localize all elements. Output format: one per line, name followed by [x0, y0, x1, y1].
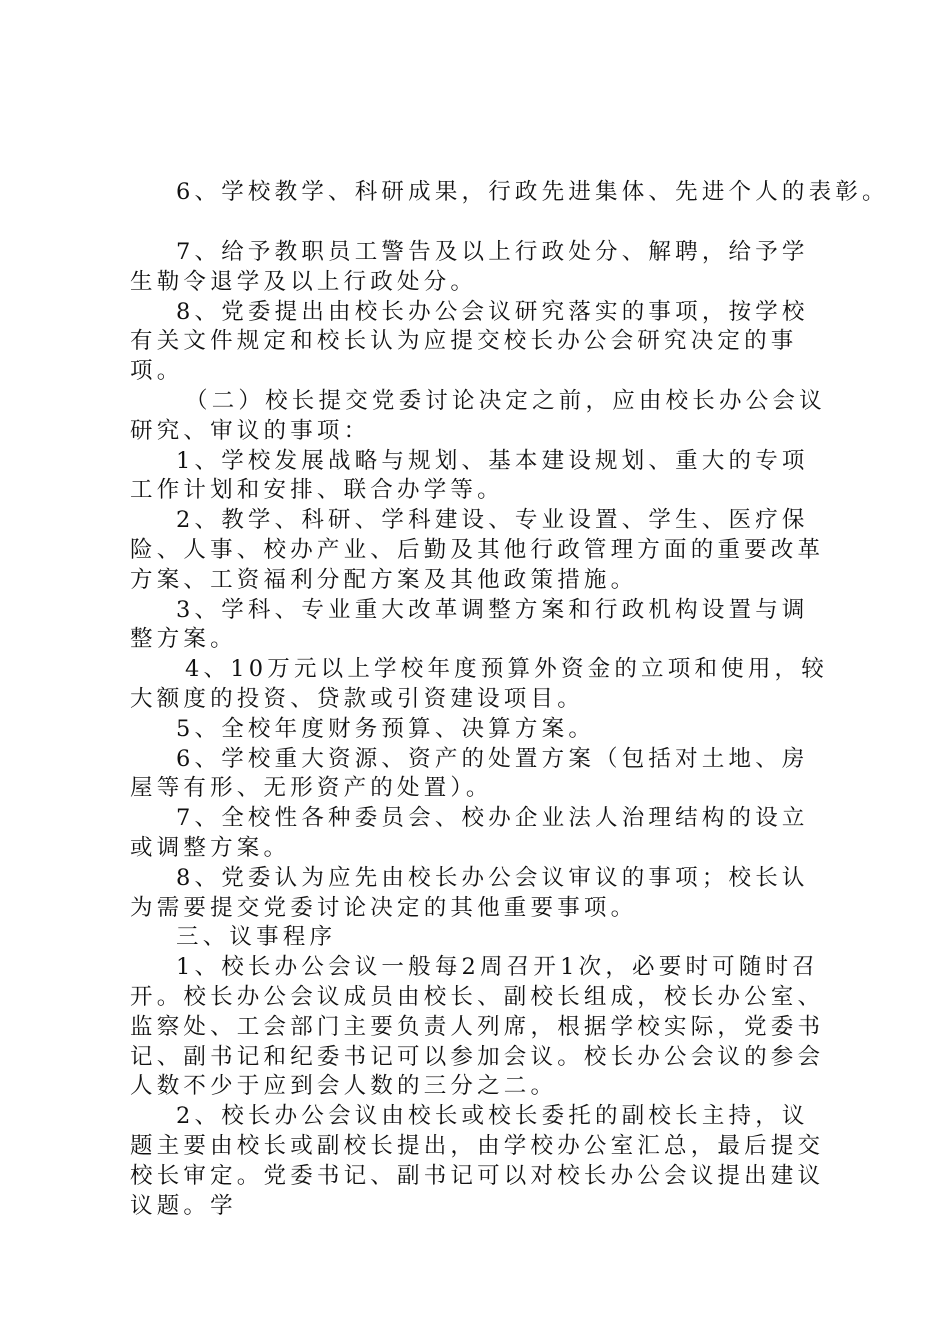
paragraph-other-matters: 8、党委认为应先由校长办公会议审议的事项；校长认为需要提交党委讨论决定的其他重要事项。: [130, 864, 809, 921]
paragraph-block-main: [130, 238, 830, 1221]
section-heading-procedure: 三、议事程序: [176, 924, 337, 951]
paragraph-meeting-chair: 2、校长办公会议由校长或校长委托的副校长主持，议题主要由校长或副校长提出，由学校办公室汇总，最后提交校长审定。党委书记、副书记可以对校长办公会议提出建议议题。学: [130, 1103, 825, 1219]
paragraph-funds: 4、10万元以上学校年度预算外资金的立项和使用，较大额度的投资、贷款或引资建设项目。: [130, 656, 828, 712]
paragraph-meeting-frequency: 1、校长办公会议一般每2周召开1次，必要时可随时召开。校长办公会议成员由校长、副校长组成，校长办公室、监察处、工会部门主要负责人列席，根据学校实际，党委书记、副书记和纪委书记可以参加会议。校长办公会议的参会人数不少于应到会人数的三分之二。: [130, 954, 825, 1100]
paragraph-disciplinary: 7、给予教职员工警告及以上行政处分、解聘，给予学生勒令退学及以上行政处分。: [130, 239, 809, 295]
paragraph-strategy: 1、学校发展战略与规划、基本建设规划、重大的专项工作计划和安排、联合办学等。: [130, 447, 809, 504]
paragraph-party-matters: 8、党委提出由校长办公会议研究落实的事项，按学校有关文件规定和校长认为应提交校长办公会研究决定的事项。: [130, 298, 809, 385]
paragraph-block-1: [130, 178, 889, 208]
paragraph-budget: 5、全校年度财务预算、决算方案。: [176, 715, 596, 742]
paragraph-discipline-reform: 3、学科、专业重大改革调整方案和行政机构设置与调整方案。: [130, 596, 809, 653]
section-heading-review-items: （二）校长提交党委讨论决定之前，应由校长办公会议研究、审议的事项：: [130, 387, 826, 444]
paragraph-commendation: 6、学校教学、科研成果，行政先进集体、先进个人的表彰。: [176, 179, 889, 205]
paragraph-committees: 7、全校性各种委员会、校办企业法人治理结构的设立或调整方案。: [130, 805, 809, 861]
paragraph-reform-plans: 2、教学、科研、学科建设、专业设置、学生、医疗保险、人事、校办产业、后勤及其他行政管理方面的重要改革方案、工资福利分配方案及其他政策措施。: [130, 507, 825, 593]
paragraph-assets: 6、学校重大资源、资产的处置方案（包括对土地、房屋等有形、无形资产的处置）。: [130, 745, 809, 802]
